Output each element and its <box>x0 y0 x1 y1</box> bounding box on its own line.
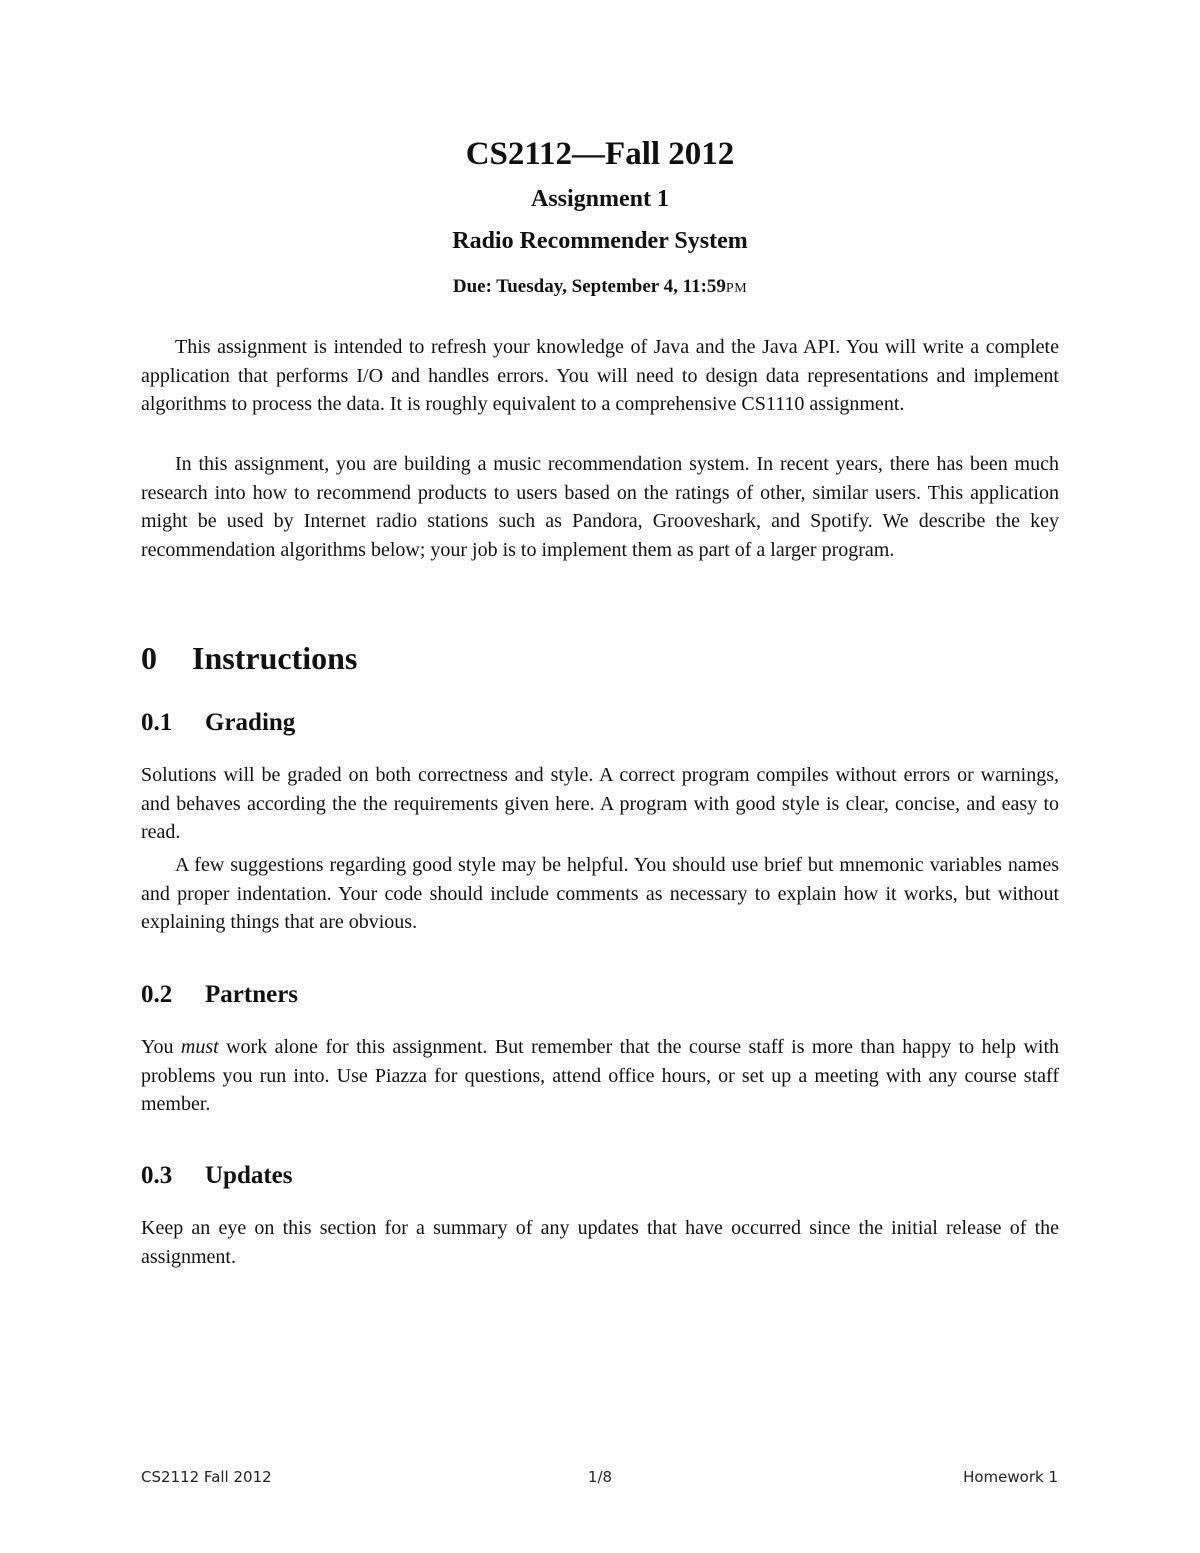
updates-paragraph: Keep an eye on this section for a summary of any updates that have occurred since the initial release of the assignment. <box>141 1217 1059 1268</box>
footer-page-number: 1/8 <box>587 1468 613 1486</box>
partners-paragraph <box>141 1033 1059 1119</box>
section-title: Instructions <box>192 640 358 676</box>
partners-text-after: work alone for this assignment. But remember that the course staff is more than happy to help with problems you run into. Use Piazza for questions, attend office hours, or set up a meeting with any course staff member. <box>141 1036 1059 1116</box>
subsection-title: Partners <box>205 981 299 1008</box>
subsection-title: Grading <box>205 709 296 736</box>
subsection-heading-grading <box>141 707 295 739</box>
subsection-number: 0.2 <box>141 981 173 1008</box>
grading-paragraph-2: A few suggestions regarding good style may be helpful. You should use brief but mnemonic variables names and proper indentation. Your code should include comments as necessary to explain how it works, but without explaining things that are obvious. <box>141 854 1059 934</box>
section-number: 0 <box>141 640 157 676</box>
subsection-number: 0.1 <box>141 709 173 736</box>
partners-emphasis: must <box>180 1036 219 1058</box>
subsection-title: Updates <box>205 1162 293 1189</box>
assignment-subtitle: Radio Recommender System <box>452 228 748 254</box>
partners-text-before: You <box>141 1036 181 1058</box>
due-date <box>141 274 1059 302</box>
intro-paragraph-1: This assignment is intended to refresh your knowledge of Java and the Java API. You will write a complete application that performs I/O and handles errors. You will need to design data representations and implement algorithms to process the data. It is roughly equivalent to a comprehensive CS1110 assignment. <box>141 336 1059 416</box>
due-date-text: Due: Tuesday, September 4, 11:59 <box>452 276 726 297</box>
section-heading-instructions <box>141 638 357 678</box>
subsection-number: 0.3 <box>141 1162 173 1189</box>
footer-course: CS2112 Fall 2012 <box>141 1468 272 1486</box>
subsection-heading-partners <box>141 979 298 1011</box>
grading-paragraph-1: Solutions will be graded on both correctness and style. A correct program compiles without errors or warnings, and behaves according the the requirements given here. A program with good style is clear, concise, and easy to read. <box>141 764 1059 844</box>
subsection-heading-updates <box>141 1160 293 1192</box>
assignment-number: Assignment 1 <box>530 186 669 212</box>
due-date-meridiem: PM <box>725 281 748 296</box>
intro-paragraph-2: In this assignment, you are building a music recommendation system. In recent years, there has been much research into how to recommend products to users based on the ratings of other, similar users. This application might be used by Internet radio stations such as Pandora, Grooveshark, and Spotify. We describe the key recommendation algorithms below; your job is to implement them as part of a larger program. <box>141 453 1059 561</box>
footer-doc-type: Homework 1 <box>963 1468 1058 1486</box>
document-title: CS2112—Fall 2012 <box>465 136 735 172</box>
